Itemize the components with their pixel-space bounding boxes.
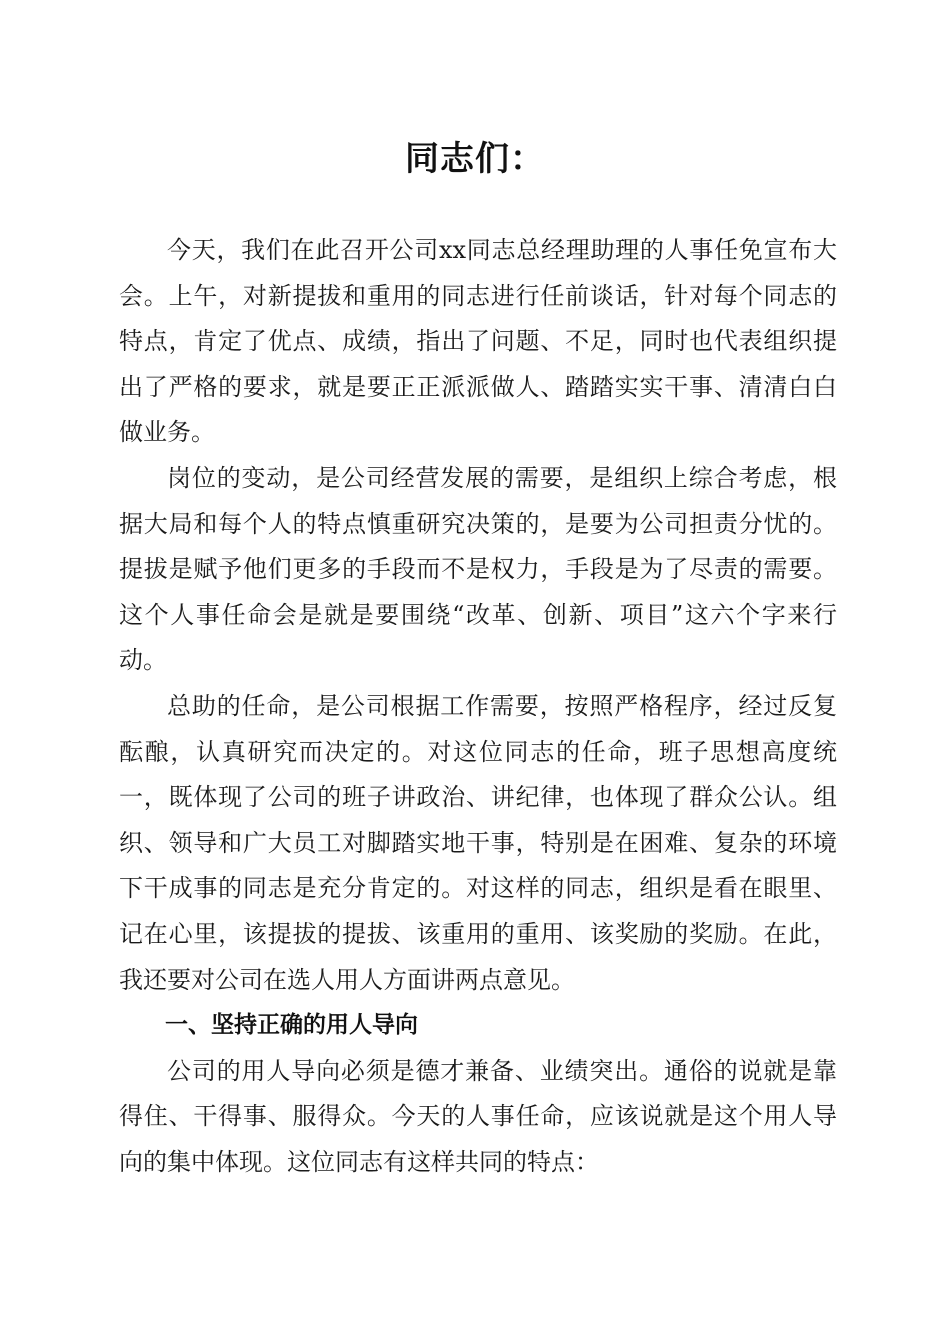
document-title: 同志们： xyxy=(405,139,545,179)
paragraph-1: 今天，我们在此召开公司xx同志总经理助理的人事任免宣布大会。上午，对新提拔和重用的同志进行任前谈话，针对每个同志的特点，肯定了优点、成绩，指出了问题、不足，同时也代表组织提出了严格的要求，就是要正正派派做人、踏踏实实干事、清清白白做业务。 xyxy=(119,236,837,447)
document-body xyxy=(119,228,837,1185)
section-heading: 一、坚持正确的用人导向 xyxy=(165,1012,418,1039)
paragraph-4: 公司的用人导向必须是德才兼备、业绩突出。通俗的说就是靠得住、干得事、服得众。今天的人事任命，应该说就是这个用人导向的集中体现。这位同志有这样共同的特点： xyxy=(119,1056,837,1176)
paragraph-2: 岗位的变动，是公司经营发展的需要，是组织上综合考虑，根据大局和每个人的特点慎重研究决策的，是要为公司担责分忧的。提拔是赋予他们更多的手段而不是权力，手段是为了尽责的需要。这个人事任命会是就是要围绕“改革、创新、项目”这六个字来行动。 xyxy=(119,463,837,675)
paragraph-3: 总助的任命，是公司根据工作需要，按照严格程序，经过反复酝酿，认真研究而决定的。对这位同志的任命，班子思想高度统一，既体现了公司的班子讲政治、讲纪律，也体现了群众公认。组织、领导和广大员工对脚踏实地干事，特别是在困难、复杂的环境下干成事的同志是充分肯定的。对这样的同志，组织是看在眼里、记在心里，该提拔的提拔、该重用的重用、该奖励的奖励。在此，我还要对公司在选人用人方面讲两点意见。 xyxy=(119,691,837,994)
